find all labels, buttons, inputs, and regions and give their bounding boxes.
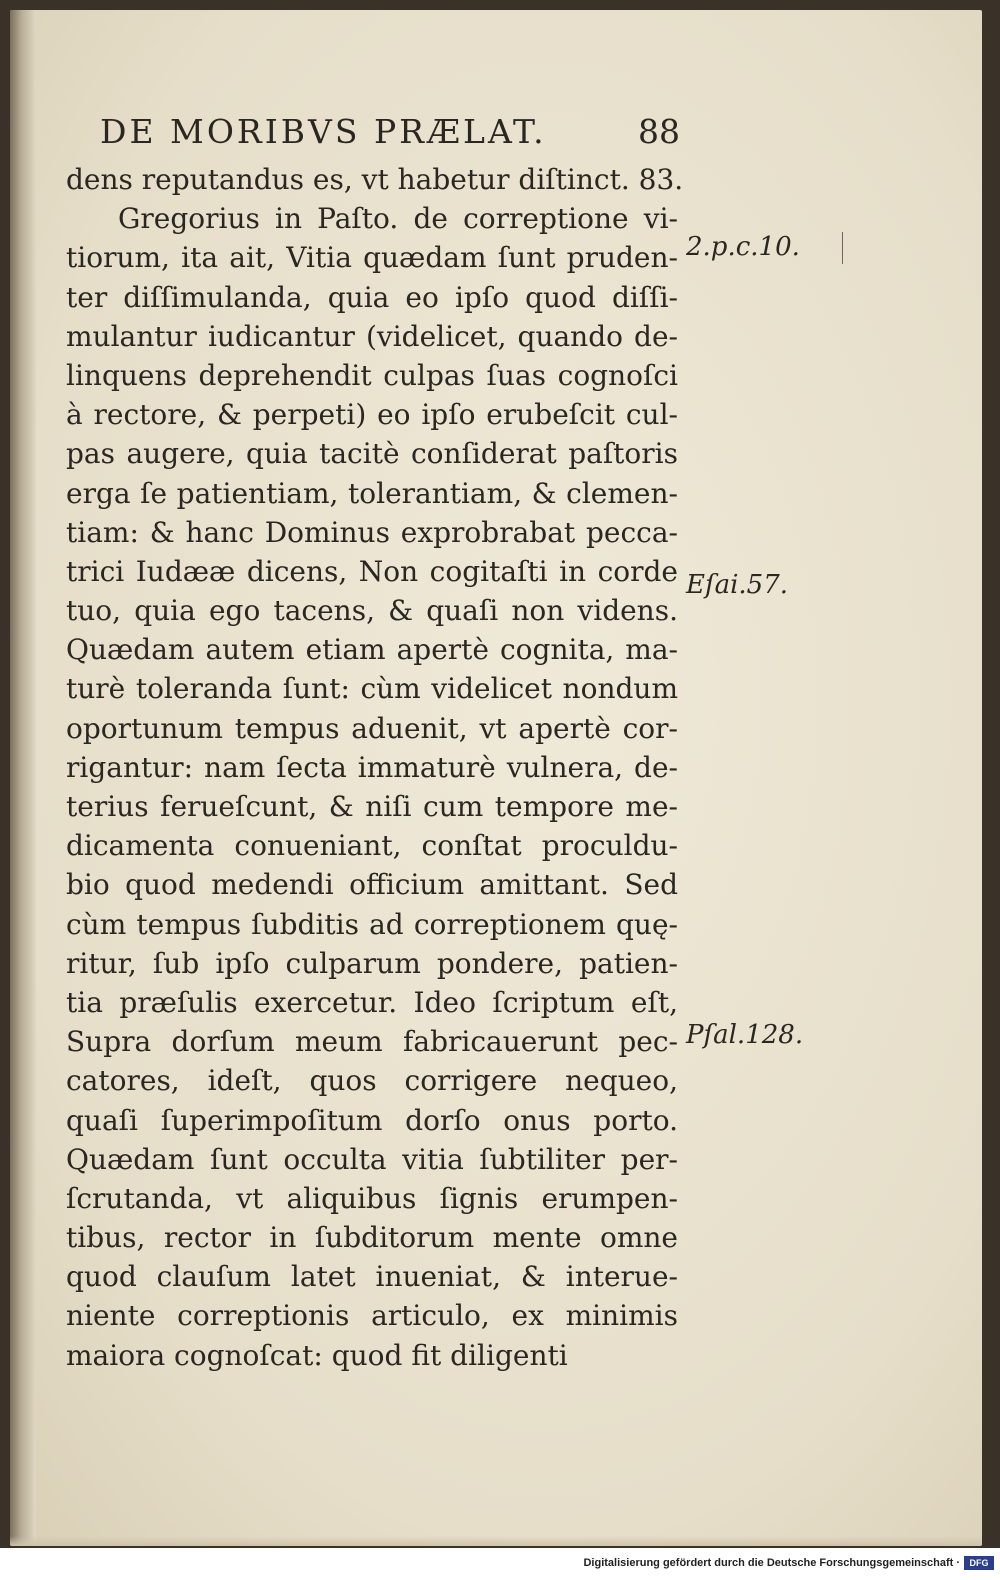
text-line: ter diſſimulanda, quia eo ipſo quod diſſi- <box>66 280 678 314</box>
text-line: pas augere, quia tacitè conſiderat paſtoris <box>66 437 678 471</box>
text-line: trici Iudææ dicens, Non cogitaſti in corde <box>66 554 678 588</box>
text-line: tiam: & hanc Dominus exprobrabat pecca- <box>66 515 678 549</box>
page-number: 88 <box>638 112 680 151</box>
dfg-logo: DFG <box>964 1556 994 1570</box>
text-line: oportunum tempus aduenit, vt apertè cor- <box>66 711 678 745</box>
text-line: Quædam ſunt occulta vitia ſubtiliter per- <box>66 1142 678 1176</box>
text-line: dicamenta conueniant, conſtat proculdu- <box>66 829 678 863</box>
text-line: quod clauſum latet inueniat, & interue- <box>66 1260 678 1294</box>
text-line: linquens deprehendit culpas ſuas cognoſci <box>66 358 678 392</box>
marginal-note: 2.p.c.10. <box>686 232 800 262</box>
text-line: turè toleranda ſunt: cùm videlicet nondum <box>66 672 678 706</box>
text-line: tibus, rector in ſubditorum mente omne <box>66 1221 678 1255</box>
running-head <box>100 112 680 151</box>
text-line: tiorum, ita ait, Vitia quædam ſunt pruden- <box>66 241 678 275</box>
text-line: niente correptionis articulo, ex minimis <box>66 1299 678 1333</box>
margin-rule <box>842 232 843 264</box>
text-line: cùm tempus ſubditis ad correptionem quę- <box>66 907 678 941</box>
running-head-title: DE MORIBVS PRÆLAT. <box>100 112 547 151</box>
text-line: dens reputandus es, vt habetur diſtinct. 83. <box>66 163 684 196</box>
text-line: quaſi ſuperimpoſitum dorſo onus porto. <box>66 1103 678 1137</box>
text-line: bio quod medendi officium amittant. Sed <box>66 868 678 902</box>
text-line: tia præſulis exercetur. Ideo ſcriptum eſt, <box>66 985 678 1019</box>
text-line: Quædam autem etiam apertè cognita, ma- <box>66 633 678 667</box>
text-line: mulantur iudicantur (videlicet, quando de- <box>66 319 678 353</box>
text-line: tuo, quia ego tacens, & quaſi non videns. <box>66 594 678 628</box>
footer-credit: Digitalisierung gefördert durch die Deutsche Forschungsgemeinschaft · <box>583 1557 960 1569</box>
text-line: rigantur: nam ſecta immaturè vulnera, de- <box>66 750 678 784</box>
footer-bar <box>0 1548 1000 1580</box>
marginal-note: Eſai.57. <box>686 570 789 600</box>
text-line: maiora cognoſcat: quod fit diligenti <box>66 1338 568 1372</box>
text-line: catores, ideſt, quos corrigere nequeo, <box>66 1064 678 1098</box>
text-line: erga ſe patientiam, tolerantiam, & clemen- <box>66 476 678 510</box>
text-line: ritur, ſub ipſo culparum pondere, patien- <box>66 946 678 980</box>
text-line: terius ferueſcunt, & niſi cum tempore me- <box>66 790 678 823</box>
page-gutter <box>10 10 36 1546</box>
page-edge <box>10 1536 982 1546</box>
text-line: Gregorius in Paſto. de correptione vi- <box>118 202 678 236</box>
book-page <box>10 10 982 1546</box>
text-line: ſcrutanda, vt aliquibus ſignis erumpen- <box>66 1181 678 1215</box>
marginal-note: Pſal.128. <box>686 1020 804 1050</box>
text-line: à rectore, & perpeti) eo ipſo erubeſcit cul- <box>66 398 678 432</box>
text-line: Supra dorſum meum fabricauerunt pec- <box>66 1025 678 1059</box>
body-text <box>66 160 684 1375</box>
